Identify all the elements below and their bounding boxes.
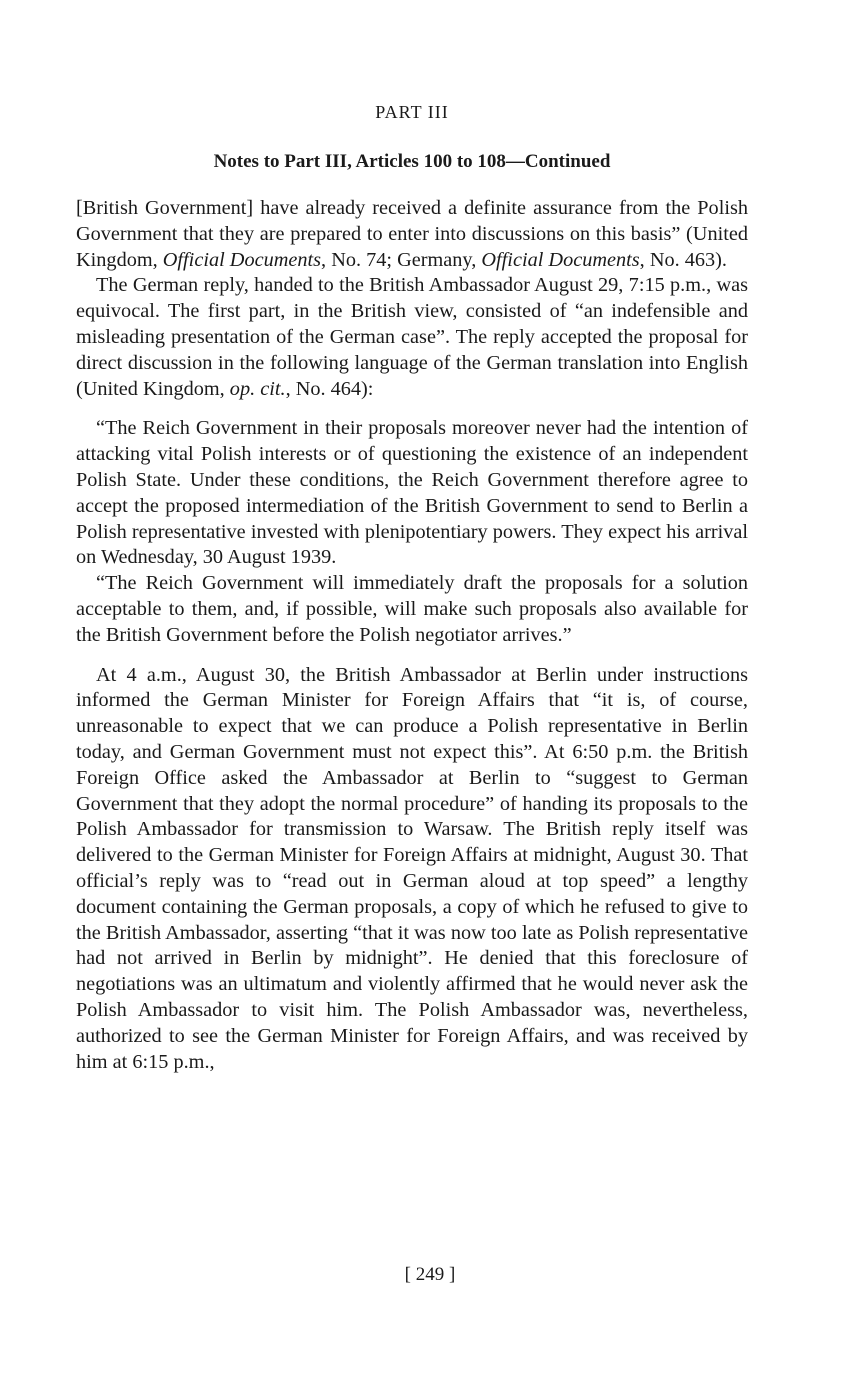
- document-page: [76, 98, 748, 1075]
- section-heading: Notes to Part III, Articles 100 to 108—Continued: [213, 151, 611, 172]
- text-run: At 4 a.m., August 30, the British Ambassador at Berlin under instructions informed the German Minister for Foreign Affairs that “it is, of course, unreasonable to expect that we can produce a Polish representative in Berlin today, and German Government must not expect this”. At 6:50 p.m. the British Foreign Office asked the Ambassador at Berlin to “suggest to German Government that they adopt the normal procedure” of handing its proposals to the Polish Ambassador for transmission to Warsaw. The British reply itself was delivered to the German Minister for Foreign Affairs at midnight, August 30. That official’s reply was to “read out in German aloud at top speed” a lengthy document containing the German proposals, a copy of which he refused to give to the British Ambassador, asserting “that it was now too late as Polish representative had not arrived in Berlin by midnight”. He denied that this foreclosure of negotiations was an ultimatum and violently affirmed that he would never ask the Polish Ambassador to visit him. The Polish Ambassador was, nevertheless, authorized to see the German Minister for Foreign Affairs, and was received by him at 6:15 p.m.,: [76, 663, 748, 1073]
- running-head: PART III: [375, 102, 449, 122]
- quotation: [76, 416, 748, 648]
- text-run: [British Government] have already received a definite assurance from the Polish Government that they are prepared to enter into discussions on this basis” (United Kingdom,: [76, 197, 748, 271]
- quote-paragraph-1: [76, 416, 748, 571]
- text-run: “The Reich Government in their proposals moreover never had the intention of attacking vital Polish interests or of questioning the existence of an independent Polish State. Under these conditions, the Reich Government therefore agree to accept the proposed intermediation of the British Government to send to Berlin a Polish representative invested with plenipotentiary powers. They expect his arrival on Wednesday, 30 August 1939.: [76, 417, 748, 569]
- paragraph-continued: [76, 196, 748, 273]
- italic-citation: Official Documents: [481, 248, 640, 271]
- paragraph-german-reply: [76, 273, 748, 402]
- paragraph-august-30: [76, 663, 748, 1076]
- text-run: , No. 74; Germany,: [321, 248, 482, 271]
- text-run: , No. 464):: [285, 377, 374, 400]
- italic-citation: op. cit.: [229, 377, 286, 400]
- text-run: , No. 463).: [639, 248, 727, 271]
- text-run: “The Reich Government will immediately draft the proposals for a solution acceptable to them, and, if possible, will make such proposals also available for the British Government before the Polish negotiator arrives.”: [76, 572, 748, 646]
- italic-citation: Official Documents: [162, 248, 322, 271]
- page-number: [ 249 ]: [404, 1264, 456, 1285]
- quote-paragraph-2: [76, 571, 748, 648]
- text-run: The German reply, handed to the British Ambassador August 29, 7:15 p.m., was equivocal. The first part, in the British view, consisted of “an indefensible and misleading presentation of the German case”. The reply accepted the proposal for direct discussion in the following language of the German translation into English (United Kingdom,: [76, 274, 748, 400]
